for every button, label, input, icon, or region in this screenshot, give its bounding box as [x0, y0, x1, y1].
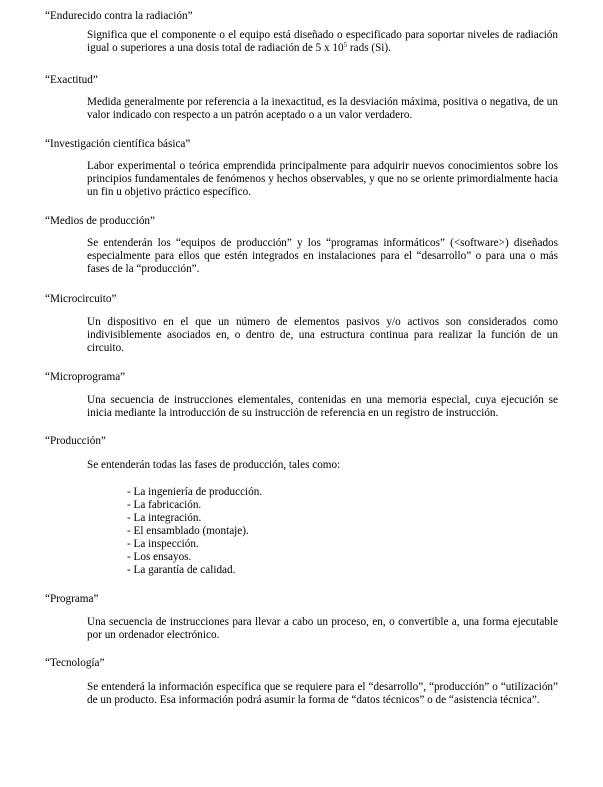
list-item: - La fabricación. — [127, 499, 202, 511]
list-item: - La ingeniería de producción. — [127, 486, 263, 498]
exponent: 5 — [343, 41, 348, 49]
term-heading: “Exactitud” — [45, 74, 98, 86]
term-heading: “Investigación científica básica” — [45, 138, 191, 150]
term-definition: Un dispositivo en el que un número de elementos pasivos y/o activos son considerados como indivisiblemente asociados en, o dentro de, una estructura continua para realizar la función de un circuito. — [87, 316, 558, 354]
definition-text: Significa que el componente o el equipo está diseñado o especificado para soportar niveles de radiación igual o superiores a una dosis total de radiación de 5 x 10 — [87, 29, 558, 54]
term-heading: “Producción” — [45, 435, 106, 447]
list-item: - La integración. — [127, 512, 202, 524]
term-definition: Se entenderá la información específica que se requiere para el “desarrollo”, “producción” o “utilización” de un producto. Esa información podrá asumir la forma de “datos técnicos” o de “asistencia técnica”. — [87, 681, 558, 706]
term-definition: Medida generalmente por referencia a la inexactitud, es la desviación máxima, positiva o negativa, de un valor indicado con respecto a un patrón aceptado o a un valor verdadero. — [87, 96, 558, 121]
term-definition: Una secuencia de instrucciones para llevar a cabo un proceso, en, o convertible a, una forma ejecutable por un ordenador electrónico. — [87, 616, 558, 641]
list-item: - La inspección. — [127, 538, 199, 550]
term-heading: “Programa” — [45, 593, 99, 605]
term-heading: “Microcircuito” — [45, 293, 117, 305]
term-heading: “Medios de producción” — [45, 215, 155, 227]
list-item: - La garantía de calidad. — [127, 564, 236, 576]
term-heading: “Endurecido contra la radiación” — [45, 10, 193, 22]
term-definition: Labor experimental o teórica emprendida principalmente para adquirir nuevos conocimientos sobre los principios fundamentales de fenómenos y hechos observables, y que no se oriente primordialmente hacia un fin u objetivo práctico específico. — [87, 160, 558, 198]
term-definition: Se entenderán todas las fases de producción, tales como: — [87, 459, 341, 471]
term-definition: Se entenderán los “equipos de producción” y los “programas informáticos” (<software>) diseñados especialmente para ellos que estén integrados en instalaciones para el “desarrollo” o para una o más fases de la “producción”. — [87, 237, 558, 275]
definition-text-end: rads (Si). — [347, 42, 391, 54]
term-heading: “Tecnología” — [45, 657, 105, 669]
term-heading: “Microprograma” — [45, 371, 126, 383]
list-item: - Los ensayos. — [127, 551, 192, 563]
production-phases-list — [127, 486, 262, 577]
term-definition: Una secuencia de instrucciones elementales, contenidas en una memoria especial, cuya ejecución se inicia mediante la introducción de su instrucción de referencia en un registro de instrucción. — [87, 394, 558, 419]
list-item: - El ensamblado (montaje). — [127, 525, 249, 537]
term-definition — [87, 29, 558, 55]
